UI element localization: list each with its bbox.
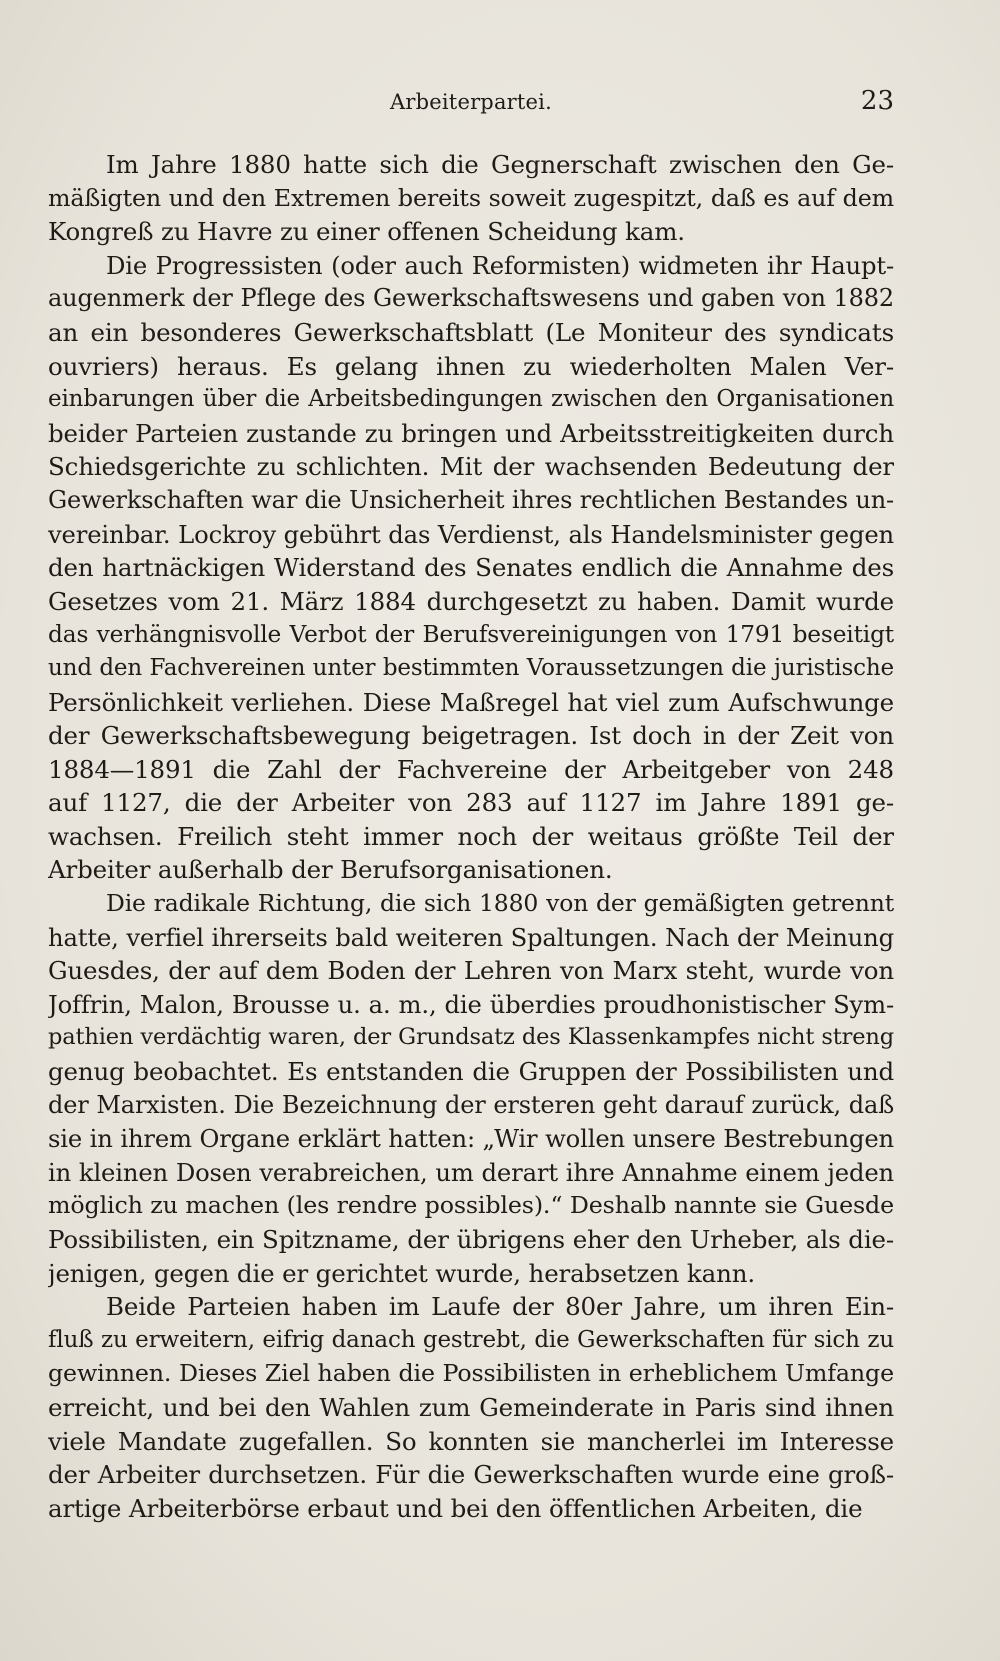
text-line: das verhängnisvolle Verbot der Berufsvereinigungen von 1791 beseitigt [48,621,894,649]
text-line: Im Jahre 1880 hatte sich die Gegnerschaft zwischen den Ge- [106,150,894,179]
text-line: den hartnäckigen Widerstand des Senates endlich die Annahme des [48,553,894,583]
text-line: artige Arbeiterbörse erbaut und bei den öffentlichen Arbeiten, die [48,1493,863,1523]
text-line: Joffrin, Malon, Brousse u. a. m., die überdies proudhonistischer Sym- [48,989,894,1019]
paragraph [48,887,894,1290]
paragraph [48,1290,894,1525]
page-number: 23 [860,86,894,116]
text-line: Gewerkschaften war die Unsicherheit ihres rechtlichen Bestandes un- [48,485,894,514]
text-line: der Gewerkschaftsbewegung beigetragen. Ist doch in der Zeit von [48,721,894,751]
text-line: hatte, verfiel ihrerseits bald weiteren Spaltungen. Nach der Meinung [48,922,894,952]
text-line: Die Progressisten (oder auch Reformisten) widmeten ihr Haupt- [106,250,894,280]
text-line: an ein besonderes Gewerkschaftsblatt (Le Moniteur des syndicats [48,317,894,347]
text-line: der Arbeiter durchsetzen. Für die Gewerkschaften wurde eine groß- [48,1460,894,1490]
body-text [48,148,894,1525]
text-line: in kleinen Dosen verabreichen, um derart ihre Annahme einem jeden [48,1157,894,1187]
text-line: gewinnen. Dieses Ziel haben die Possibilisten in erheblichem Umfange [48,1359,894,1388]
text-line: wachsen. Freilich steht immer noch der weitaus größte Teil der [48,821,894,851]
paragraph [48,249,894,887]
text-line: sie in ihrem Organe erklärt hatten: „Wir wollen unsere Bestrebungen [48,1124,894,1154]
text-line: Beide Parteien haben im Laufe der 80er Jahre, um ihren Ein- [106,1292,894,1322]
text-line: jenigen, gegen die er gerichtet wurde, herabsetzen kann. [48,1258,755,1288]
text-line: Arbeiter außerhalb der Berufsorganisationen. [48,855,613,885]
text-line: viele Mandate zugefallen. So konnten sie mancherlei im Interesse [48,1426,894,1456]
text-line: der Marxisten. Die Bezeichnung der ersteren geht darauf zurück, daß [48,1090,894,1119]
text-line: vereinbar. Lockroy gebührt das Verdienst, als Handelsminister gegen [48,519,894,549]
text-line: einbarungen über die Arbeitsbedingungen zwischen den Organisationen [48,386,894,413]
paragraph [48,148,894,249]
text-line: und den Fachvereinen unter bestimmten Voraussetzungen die juristische [48,654,894,681]
text-line: Possibilisten, ein Spitzname, der übrigens eher den Urheber, als die- [48,1225,894,1254]
text-line: ouvriers) heraus. Es gelang ihnen zu wiederholten Malen Ver- [48,351,894,381]
running-title: Arbeiterpartei. [390,90,552,114]
text-line: genug beobachtet. Es entstanden die Gruppen der Possibilisten und [48,1057,894,1087]
text-line: beider Parteien zustande zu bringen und Arbeitsstreitigkeiten durch [48,418,894,448]
text-line: Schiedsgerichte zu schlichten. Mit der wachsenden Bedeutung der [48,452,894,482]
text-line: Guesdes, der auf dem Boden der Lehren von Marx steht, wurde von [48,956,894,986]
text-line: 1884—1891 die Zahl der Fachvereine der Arbeitgeber von 248 [48,754,894,784]
text-line: augenmerk der Pflege des Gewerkschaftswesens und gaben von 1882 [48,284,894,313]
text-line: auf 1127, die der Arbeiter von 283 auf 1127 im Jahre 1891 ge- [48,788,894,818]
text-line: Kongreß zu Havre zu einer offenen Scheidung kam. [48,217,685,247]
text-line: Persönlichkeit verliehen. Diese Maßregel hat viel zum Aufschwunge [48,687,894,717]
text-line: mäßigten und den Extremen bereits soweit zugespitzt, daß es auf dem [48,183,894,212]
running-head [48,86,894,120]
text-line: erreicht, und bei den Wahlen zum Gemeinderate in Paris sind ihnen [48,1392,894,1422]
text-line: fluß zu erweitern, eifrig danach gestrebt, die Gewerkschaften für sich zu [48,1326,894,1353]
text-line: Die radikale Richtung, die sich 1880 von der gemäßigten getrennt [106,889,894,918]
text-line: möglich zu machen (les rendre possibles).“ Deshalb nannte sie Guesde [48,1191,894,1220]
text-line: Gesetzes vom 21. März 1884 durchgesetzt zu haben. Damit wurde [48,586,894,616]
text-line: pathien verdächtig waren, der Grundsatz des Klassenkampfes nicht streng [48,1024,894,1051]
